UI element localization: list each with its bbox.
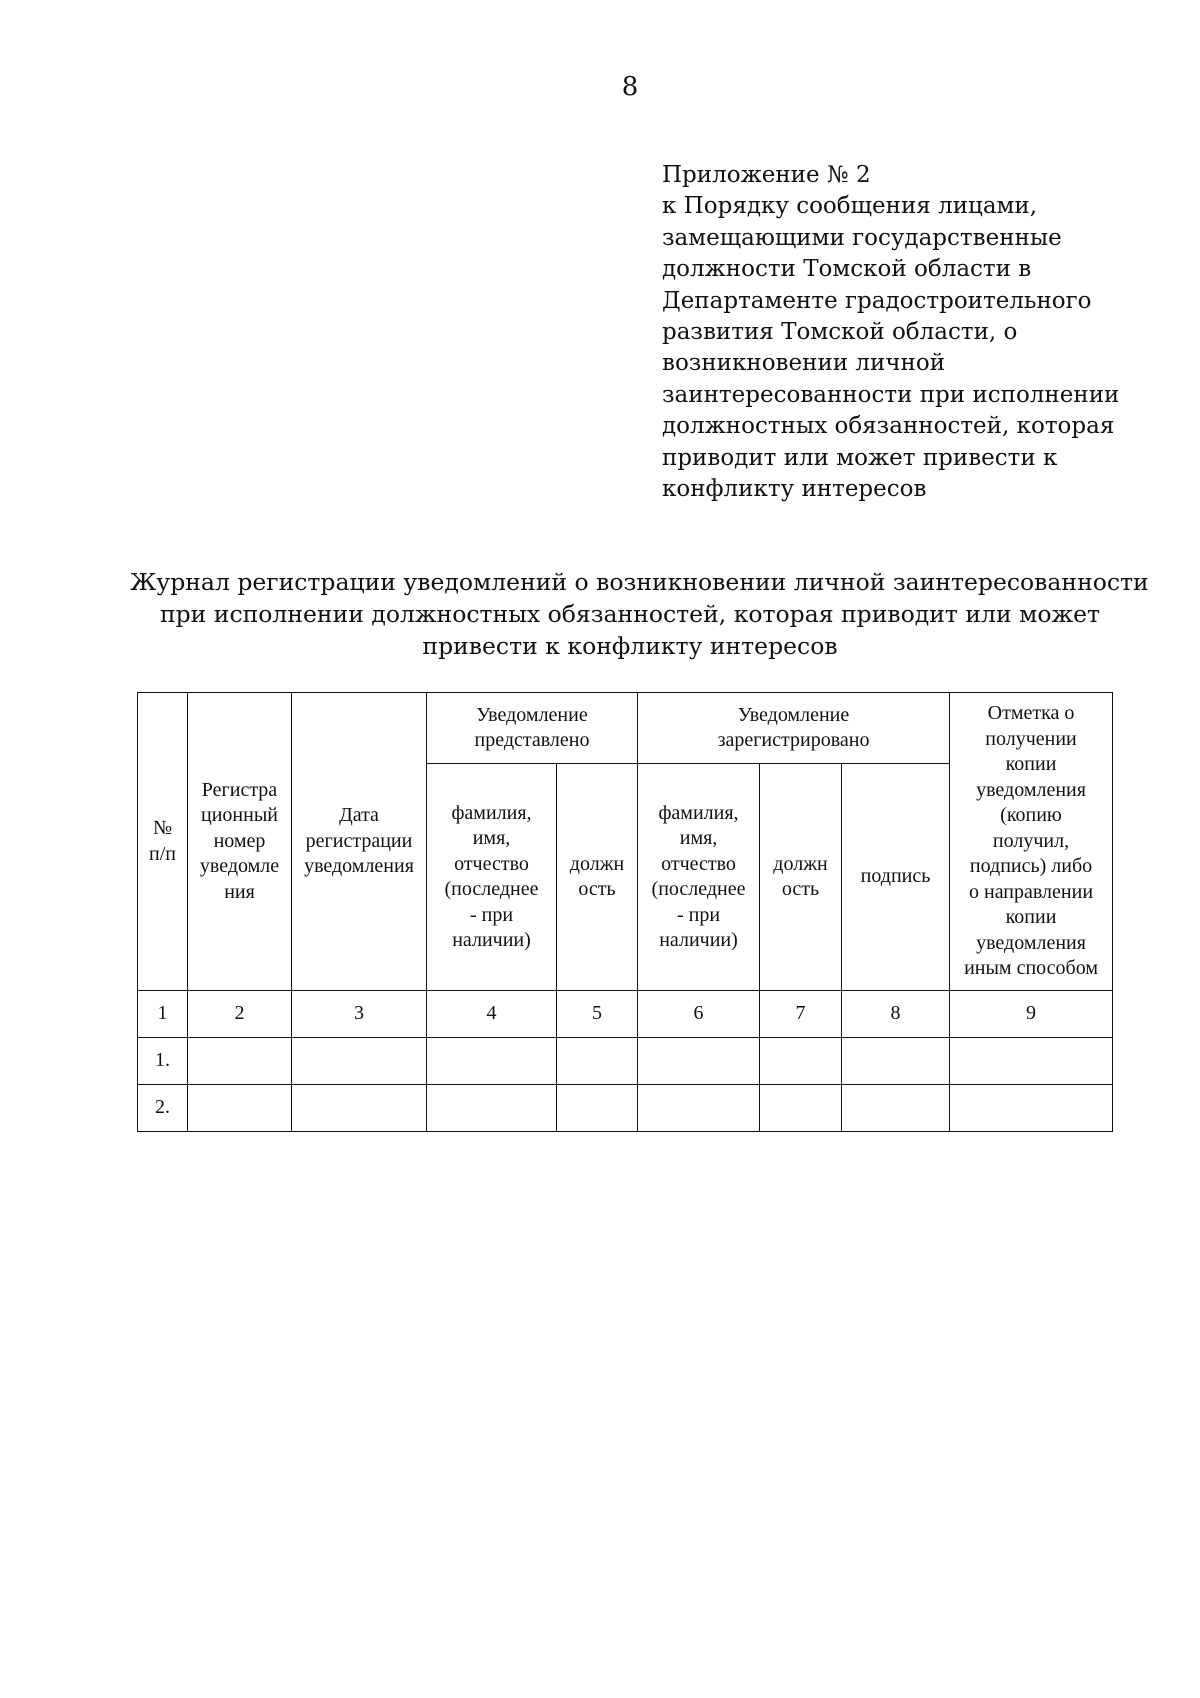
appendix-line: заинтересованности при исполнении (662, 381, 1120, 408)
table-cell (427, 1038, 557, 1085)
subheader-cell-submitter-name: фамилия, имя, отчество (последнее - при наличии) (427, 764, 557, 991)
table-cell (842, 1038, 950, 1085)
column-number-cell: 6 (638, 991, 760, 1038)
appendix-line: должностных обязанностей, которая (662, 413, 1115, 440)
page-number: 8 (621, 72, 639, 102)
appendix-line: к Порядку сообщения лицами, (662, 193, 1038, 220)
table-cell (188, 1085, 292, 1132)
table-cell (292, 1038, 427, 1085)
column-number-cell: 7 (760, 991, 842, 1038)
column-number-cell: 5 (557, 991, 638, 1038)
table-cell (950, 1038, 1113, 1085)
appendix-line: замещающими государственные (662, 224, 1062, 251)
journal-title-line: при исполнении должностных обязанностей, которая приводит или может (159, 600, 1101, 628)
row-number-cell: 2. (138, 1085, 188, 1132)
table-cell (557, 1085, 638, 1132)
appendix-line: возникновении личной (662, 350, 946, 377)
table-cell (188, 1038, 292, 1085)
column-number-cell: 9 (950, 991, 1113, 1038)
subheader-cell-registrar-position: должн ость (760, 764, 842, 991)
column-number-cell: 8 (842, 991, 950, 1038)
journal-title (130, 566, 1149, 662)
appendix-line: развития Томской области, о (662, 319, 1018, 346)
journal-title-line: Журнал регистрации уведомлений о возникновении личной заинтересованности (130, 568, 1149, 596)
journal-title-line: привести к конфликту интересов (422, 632, 838, 660)
appendix-line: приводит или может привести к (662, 444, 1058, 471)
table-row (138, 1038, 1113, 1085)
registration-journal-table (137, 692, 1113, 1132)
appendix-line: Приложение № 2 (662, 162, 871, 188)
header-cell-number: № п/п (138, 693, 188, 991)
header-cell-copy-mark: Отметка о получении копии уведомления (копию получил, подпись) либо о направлении копии уведомления иным способом (950, 693, 1113, 991)
subheader-cell-signature: подпись (842, 764, 950, 991)
column-number-cell: 3 (292, 991, 427, 1038)
table-cell (950, 1085, 1113, 1132)
table-cell (427, 1085, 557, 1132)
column-number-cell: 2 (188, 991, 292, 1038)
table-header-row (138, 693, 1113, 764)
column-numbers-row (138, 991, 1113, 1038)
appendix-block (662, 160, 1162, 505)
table-cell (292, 1085, 427, 1132)
table-row (138, 1085, 1113, 1132)
table-cell (638, 1038, 760, 1085)
appendix-line: конфликту интересов (662, 476, 927, 503)
column-number-cell: 4 (427, 991, 557, 1038)
appendix-line: должности Томской области в (662, 256, 1032, 283)
header-cell-registration-number: Регистра ционный номер уведомле ния (188, 693, 292, 991)
column-number-cell: 1 (138, 991, 188, 1038)
table-cell (638, 1085, 760, 1132)
appendix-line: Департаменте градостроительного (662, 287, 1092, 314)
header-group-submitted: Уведомление представлено (427, 693, 638, 764)
subheader-cell-submitter-position: должн ость (557, 764, 638, 991)
subheader-cell-registrar-name: фамилия, имя, отчество (последнее - при наличии) (638, 764, 760, 991)
table-cell (760, 1038, 842, 1085)
header-cell-registration-date: Дата регистрации уведомления (292, 693, 427, 991)
table-cell (557, 1038, 638, 1085)
row-number-cell: 1. (138, 1038, 188, 1085)
table-cell (760, 1085, 842, 1132)
header-group-registered: Уведомление зарегистрировано (638, 693, 950, 764)
table-cell (842, 1085, 950, 1132)
